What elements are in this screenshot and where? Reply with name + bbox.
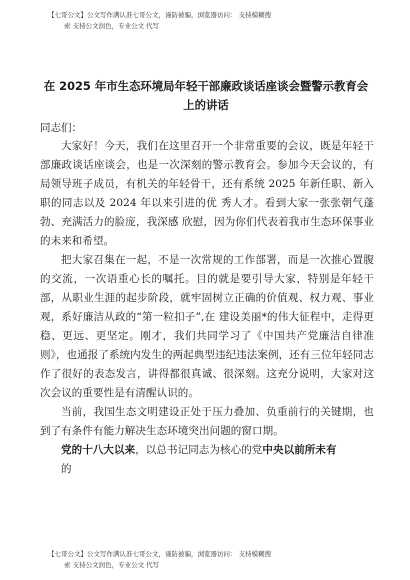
paragraph-3: 当前，我国生态文明建设正处于压力叠加、负重前行的关键期，也到了有条件有能力解决生态环境突出问题的窗口期。 — [40, 406, 374, 437]
page-footer — [48, 549, 378, 571]
salutation: 同志们： — [40, 122, 82, 134]
paragraph-tail: 的 — [61, 463, 72, 475]
document-body — [40, 137, 374, 479]
plain-phrase: ，以总书记同志为核心的党 — [135, 444, 263, 456]
footer-line-2: 索 支持公文润色，专业公文 代写 — [64, 561, 160, 569]
bold-phrase-1: 党的十八大以来 — [61, 444, 136, 456]
header-line-1: 【七哥公文】公文写作满认准七哥公文，谨防被骗，浏览器访问： 支持模糊搜 — [48, 11, 272, 19]
paragraph-1: 大家好！今天，我们在这里召开一个非常重要的会议，既是年轻干部廉政谈话座谈会，也是一次深刻的警示教育会。参加今天会议的，有局领导班子成员，有机关的年轻骨干，还有系统 2025 年新任职、新入职的同志以及 2024 年以来引进的优 秀人才。看到大家一张张朝气蓬勃、充满活力的脸庞，我深感 欣慰，因为你们代表着我市生态环保事业的未来和希望。 — [40, 140, 374, 247]
bold-phrase-2: 中央以前所未有 — [262, 444, 337, 456]
footer-line-1: 【七哥公文】公文写作满认准七哥公文，谨防被骗，浏览器访问： 支持模糊搜 — [48, 550, 272, 558]
header-line-2: 索 支持公文润色，专业公文 代写 — [64, 22, 160, 30]
page-header — [48, 10, 378, 32]
document-title: 在 2025 年市生态环境局年轻干部廉政谈话座谈会暨警示教育会上的讲话 — [43, 79, 369, 112]
paragraph-2: 把大家召集在一起，不是一次常规的工作部署，而是一次推心置腹的交流，一次语重心长的嘱托。目的就是要引导大家，特别是年轻干部，从职业生涯的起步阶段，就牢固树立正确的价值观、权力观、事业观，系好廉洁从政的“第一粒扣子”,在 建设美丽*的伟大征程中，走得更稳、更远、更坚定。刚才，我们共同学习了《中国共产党廉洁自律准则》，也通报了系统内发生的两起典型违纪违法案例，还有三位年轻同志作了很好的表态发言，讲得都很真诚、很深刻。这充分说明，大家对这次会议的重要性是有清醒认识的。 — [40, 254, 374, 399]
paragraph-4 — [40, 441, 374, 460]
